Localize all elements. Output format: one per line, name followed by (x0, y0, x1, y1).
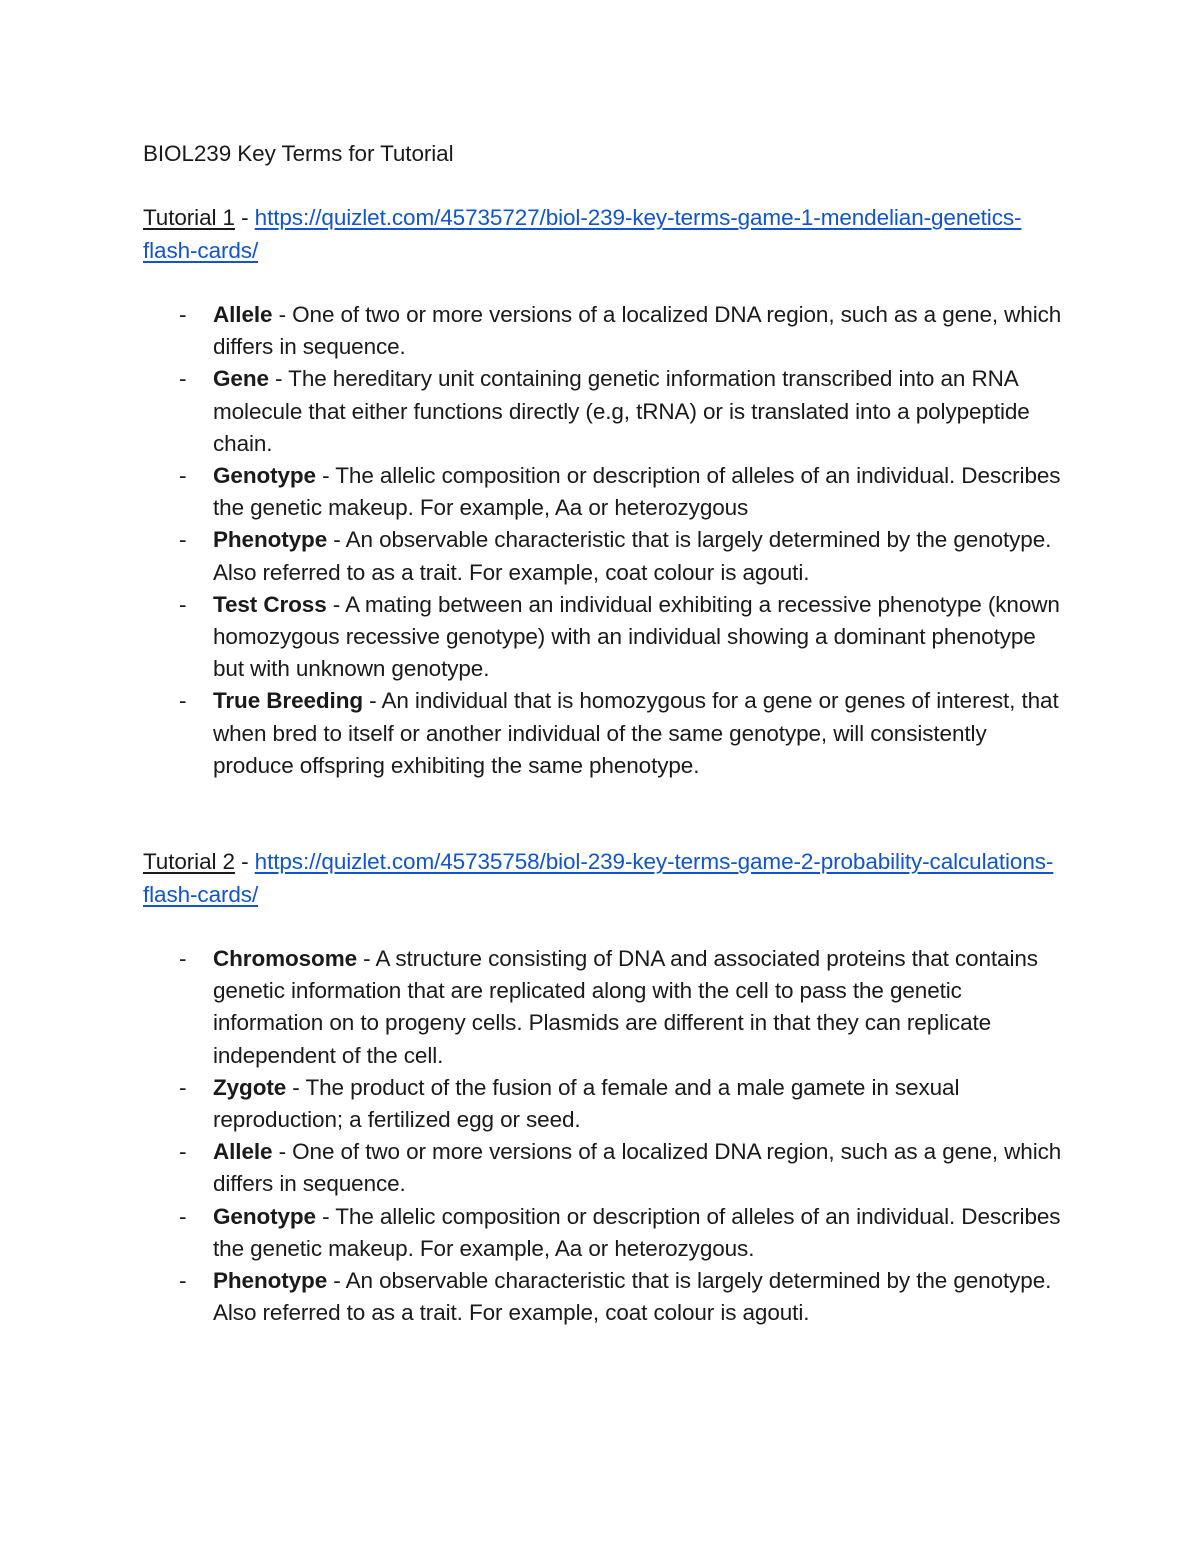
document-title: BIOL239 Key Terms for Tutorial (143, 141, 454, 166)
bullet-dash: - (179, 1203, 187, 1229)
tutorial-label: Tutorial 2 (143, 849, 235, 875)
bullet-dash: - (179, 1074, 187, 1100)
heading-separator: - (234, 205, 255, 231)
term-definition: The allelic composition or description of alleles of an individual. Describes the genetic makeup. For example, Aa or heterozygous. (213, 1203, 1061, 1261)
term-list-item (143, 1136, 1063, 1200)
term-separator: - (272, 301, 293, 327)
bullet-dash: - (179, 463, 187, 488)
bullet-dash: - (179, 301, 187, 327)
term-name: Phenotype (213, 1268, 328, 1294)
term-name: True Breeding (213, 688, 363, 714)
term-list-item (143, 460, 1063, 524)
term-list-item (143, 1072, 1063, 1136)
term-name: Gene (213, 366, 269, 392)
term-list (143, 943, 1063, 1329)
bullet-dash: - (179, 946, 187, 972)
bullet-dash: - (179, 366, 187, 392)
term-definition: An observable characteristic that is largely determined by the genotype. Also referred to as a trait. For example, coat colour is agouti. (213, 1268, 1052, 1326)
term-definition: The hereditary unit containing genetic information transcribed into an RNA molecule that either functions directly (e.g, tRNA) or is translated into a polypeptide chain. (213, 366, 1030, 456)
term-definition: An observable characteristic that is largely determined by the genotype. Also referred to as a trait. For example, coat colour is agouti. (213, 527, 1052, 585)
heading-separator: - (234, 849, 255, 875)
term-definition: The product of the fusion of a female and a male gamete in sexual reproduction; a fertilized egg or seed. (213, 1074, 960, 1133)
section-spacer (143, 782, 1063, 846)
term-separator: - (357, 946, 376, 972)
term-definition: A structure consisting of DNA and associated proteins that contains genetic information that are replicated along with the cell to pass the genetic information on to progeny cells. Plasmids are different in that they can replicate independent of the cell. (213, 946, 1038, 1068)
term-list-item (143, 363, 1063, 460)
term-separator: - (327, 1268, 346, 1294)
spacer (143, 911, 1063, 943)
tutorial-heading (143, 846, 1063, 910)
term-definition: The allelic composition or description of alleles of an individual. Describes the genetic makeup. For example, Aa or heterozygous (213, 463, 1061, 521)
term-definition: One of two or more versions of a localized DNA region, such as a gene, which differs in sequence. (213, 1139, 1062, 1197)
term-name: Test Cross (213, 591, 327, 617)
tutorial-section-1 (143, 202, 1063, 782)
bullet-dash: - (179, 688, 187, 714)
spacer (143, 170, 1063, 202)
term-name: Allele (213, 301, 273, 327)
quizlet-link[interactable]: https://quizlet.com/45735758/biol-239-key-terms-game-2-probability-calculations-flash-cards/ (143, 849, 1054, 907)
term-name: Phenotype (213, 527, 328, 553)
term-name: Genotype (213, 1203, 316, 1229)
term-list-item (143, 1201, 1063, 1265)
term-list-item (143, 589, 1063, 686)
term-list (143, 299, 1063, 782)
term-definition: An individual that is homozygous for a gene or genes of interest, that when bred to itself or another individual of the same genotype, will consistently produce offspring exhibiting the same phenotype. (213, 688, 1059, 778)
term-name: Chromosome (213, 946, 358, 972)
term-list-item (143, 1265, 1063, 1329)
term-list-item (143, 299, 1063, 363)
tutorial-section-2 (143, 846, 1063, 1329)
term-separator: - (327, 527, 346, 553)
term-separator: - (326, 591, 346, 617)
term-separator: - (268, 366, 289, 392)
tutorials-container (143, 202, 1063, 1329)
term-separator: - (286, 1074, 306, 1100)
term-separator: - (315, 463, 336, 488)
term-separator: - (315, 1203, 336, 1229)
bullet-dash: - (179, 591, 187, 617)
bullet-dash: - (179, 1139, 187, 1165)
term-definition: One of two or more versions of a localized DNA region, such as a gene, which differs in sequence. (213, 301, 1062, 360)
term-name: Zygote (213, 1074, 287, 1100)
term-name: Allele (213, 1139, 273, 1165)
spacer (143, 267, 1063, 299)
quizlet-link[interactable]: https://quizlet.com/45735727/biol-239-key-terms-game-1-mendelian-genetics-flash-cards/ (143, 205, 1022, 263)
document-body (143, 138, 1063, 1329)
bullet-dash: - (179, 527, 187, 553)
tutorial-label: Tutorial 1 (143, 205, 235, 231)
term-list-item (143, 524, 1063, 588)
term-list-item (143, 685, 1063, 782)
tutorial-heading (143, 202, 1063, 266)
term-separator: - (362, 688, 382, 714)
term-list-item (143, 943, 1063, 1072)
term-definition: A mating between an individual exhibiting a recessive phenotype (known homozygous recessive genotype) with an individual showing a dominant phenotype but with unknown genotype. (213, 591, 1060, 682)
term-separator: - (272, 1139, 293, 1165)
term-name: Genotype (213, 463, 316, 488)
bullet-dash: - (179, 1268, 187, 1294)
